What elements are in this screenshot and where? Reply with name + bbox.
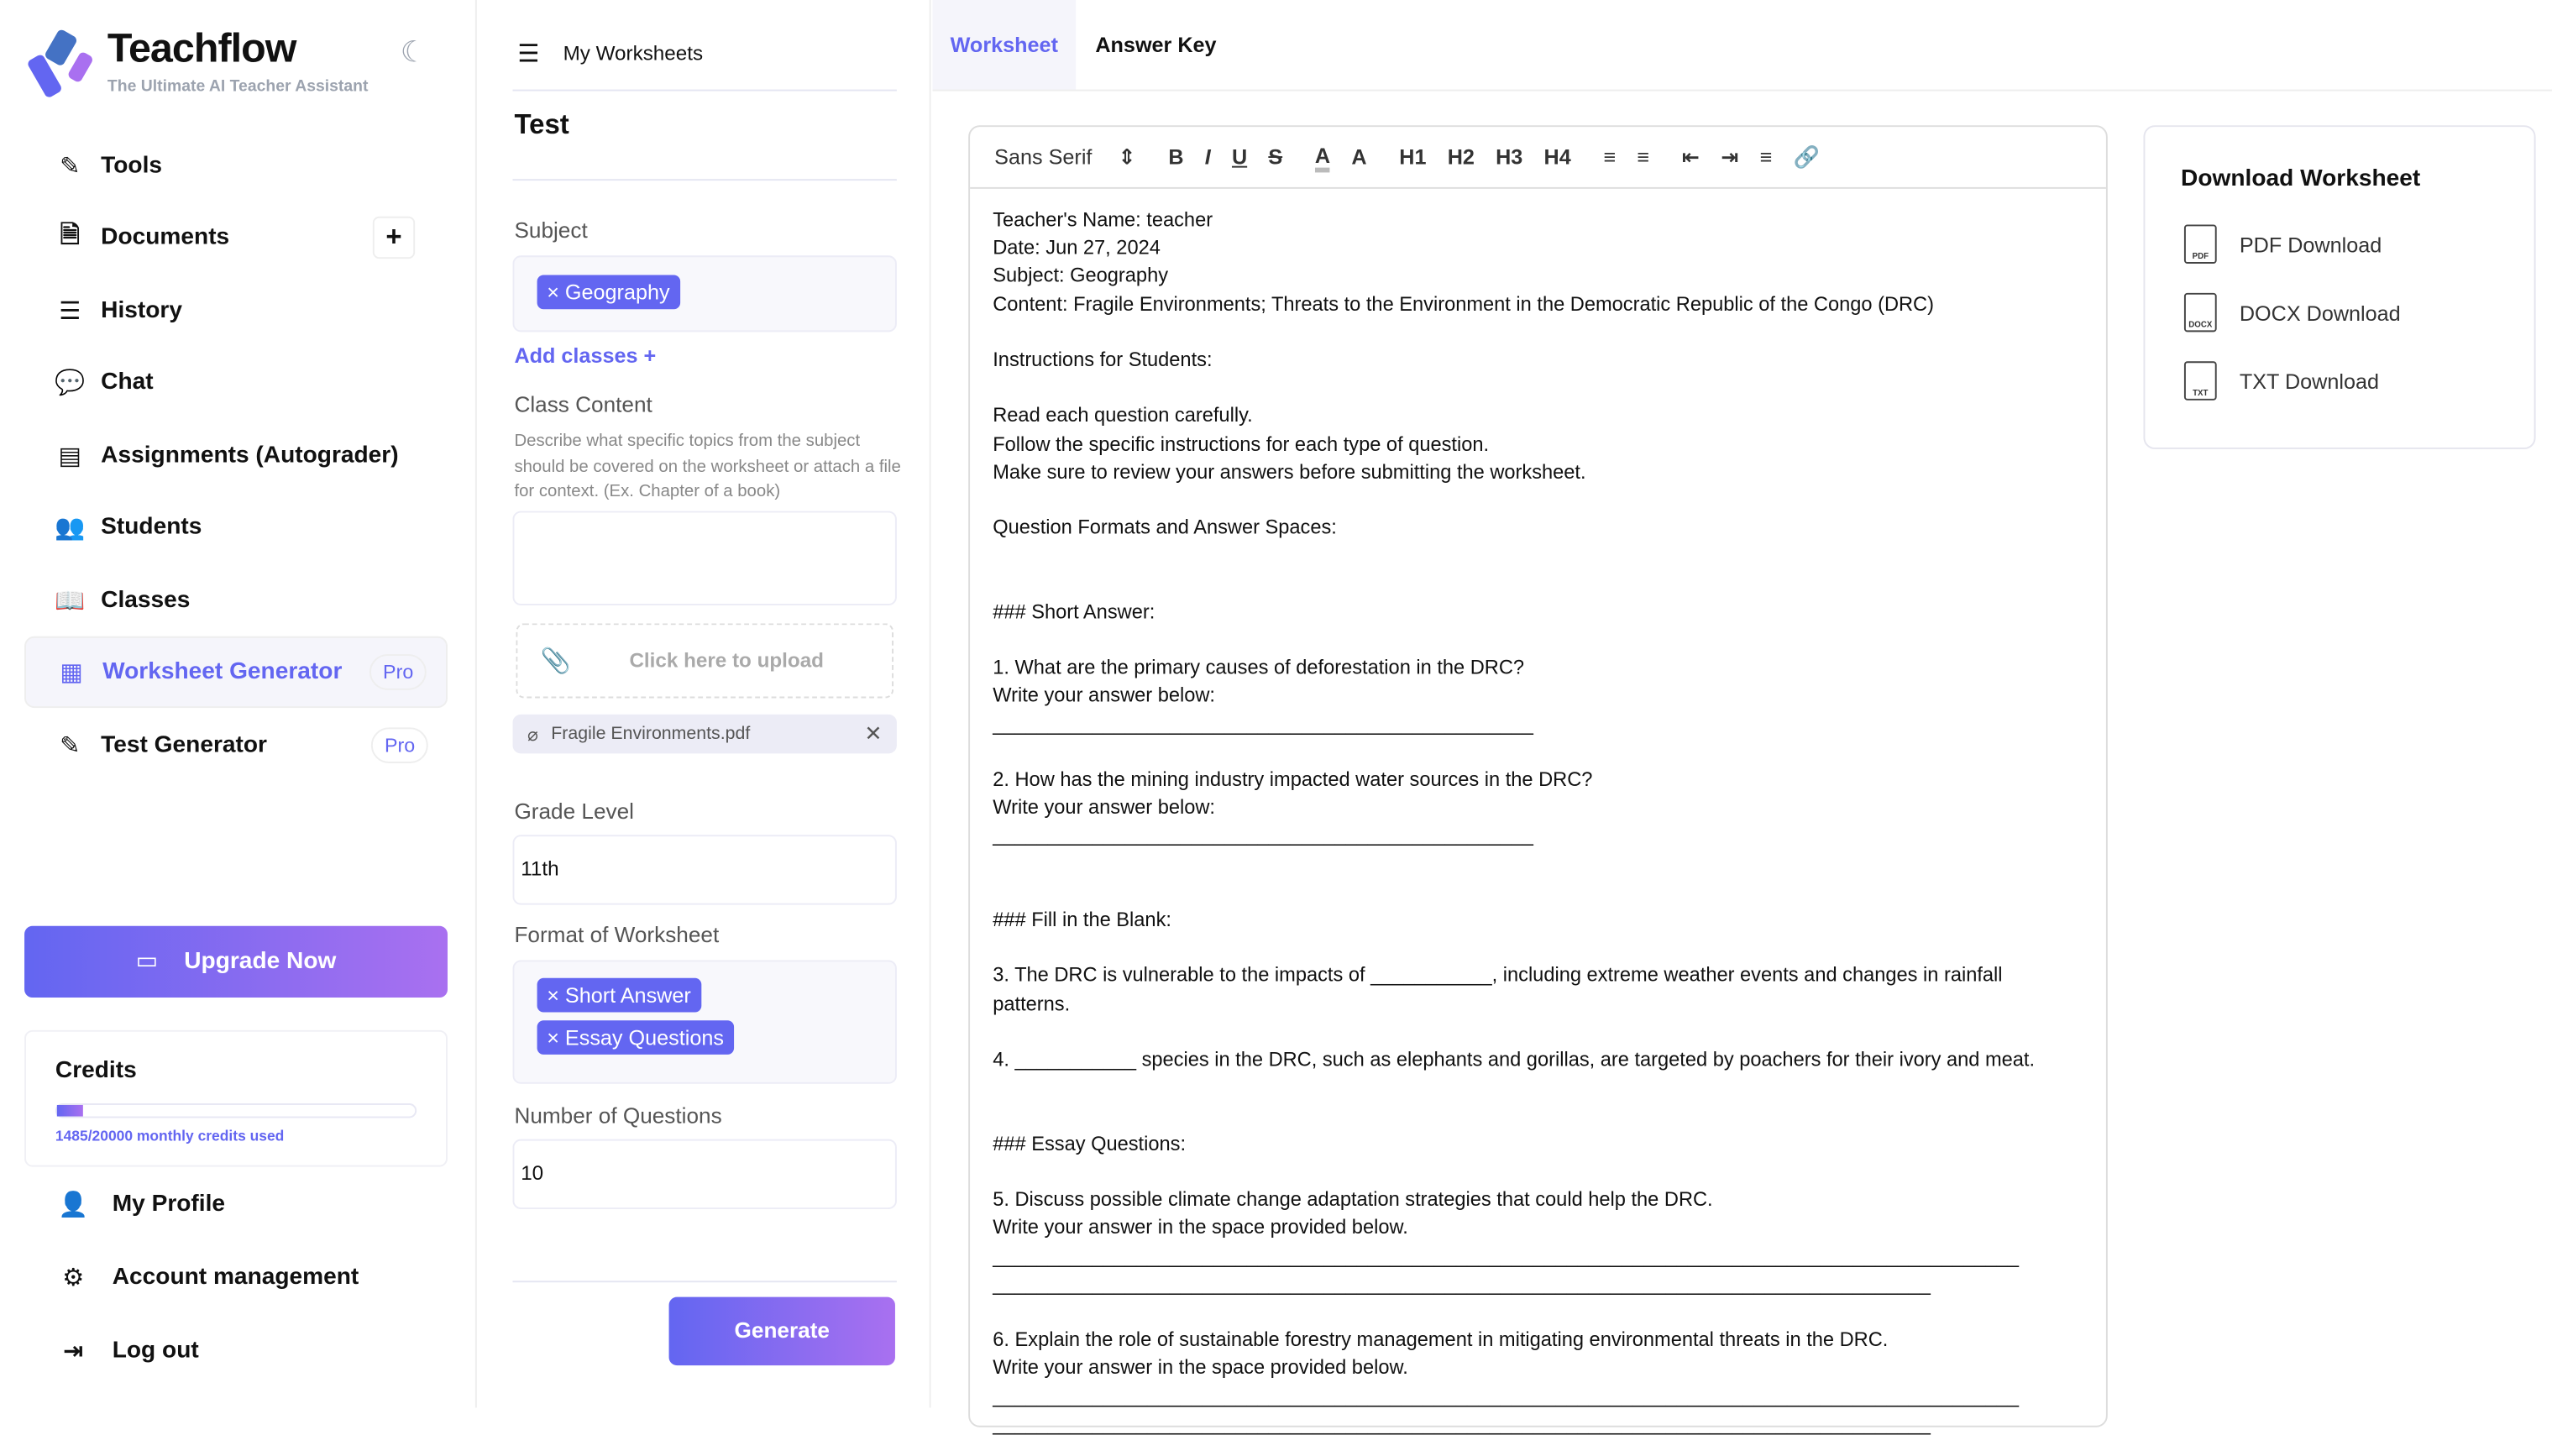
- download-panel: [2143, 125, 2535, 449]
- credits-progress-fill: [57, 1105, 84, 1117]
- sidebar-item-label: Documents: [101, 224, 230, 251]
- attached-file-name: Fragile Environments.pdf: [551, 724, 751, 744]
- chat-icon: 💬: [55, 369, 86, 397]
- sidebar-item-label: Assignments (Autograder): [101, 443, 399, 469]
- subject-select[interactable]: [513, 255, 897, 332]
- tab-worksheet[interactable]: Worksheet: [933, 0, 1077, 90]
- account-management-icon: ⚙: [62, 1264, 85, 1292]
- download-label: TXT Download: [2239, 368, 2380, 394]
- sidebar-item-label: History: [101, 297, 183, 324]
- sidebar-item-students[interactable]: [24, 491, 448, 563]
- menu-icon[interactable]: ☰: [517, 40, 540, 69]
- teachflow-logo-icon: [29, 29, 101, 97]
- download-label: DOCX Download: [2239, 300, 2401, 325]
- sidebar-item-history[interactable]: [24, 275, 448, 347]
- add-document-button[interactable]: +: [373, 217, 415, 259]
- credits-text: 1485/20000 monthly credits used: [55, 1128, 285, 1144]
- attached-file: [513, 715, 897, 754]
- upload-label: Click here to upload: [629, 649, 824, 673]
- number-of-questions-label: Number of Questions: [514, 1103, 722, 1129]
- subject-label: Subject: [514, 217, 588, 243]
- download-label: PDF Download: [2239, 232, 2382, 257]
- format-chip[interactable]: × Essay Questions: [537, 1020, 734, 1055]
- main-panel: [933, 0, 2552, 1435]
- paperclip-icon: 📎: [540, 647, 571, 676]
- generate-button[interactable]: Generate: [669, 1297, 895, 1365]
- indent-icon[interactable]: ⇥: [1721, 144, 1739, 169]
- font-select-chevron-icon[interactable]: ⇕: [1118, 144, 1136, 169]
- grade-level-input[interactable]: 11th: [513, 835, 897, 904]
- bullet-list-icon[interactable]: ≡: [1637, 144, 1650, 170]
- tools-icon: ✎: [60, 153, 81, 181]
- sidebar-item-tools[interactable]: [24, 130, 448, 202]
- txt-download-link[interactable]: [2184, 361, 2379, 401]
- sidebar-item-chat[interactable]: [24, 347, 448, 418]
- worksheet-editor[interactable]: [968, 125, 2108, 1435]
- underline-icon[interactable]: U: [1231, 144, 1248, 170]
- divider: [513, 90, 897, 92]
- my-profile-icon: 👤: [58, 1191, 89, 1219]
- classes-icon: 📖: [55, 587, 86, 615]
- link-icon[interactable]: 🔗: [1793, 144, 1820, 169]
- sidebar-item-test-generator[interactable]: [24, 710, 448, 781]
- grade-level-label: Grade Level: [514, 799, 634, 824]
- test-generator-icon: ✎: [60, 732, 81, 761]
- worksheet-title: Test: [514, 108, 569, 140]
- pro-badge: Pro: [370, 654, 427, 690]
- download-title: Download Worksheet: [2181, 165, 2421, 192]
- credit-card-icon: ▭: [135, 948, 159, 975]
- sidebar-item-label: Account management: [112, 1264, 359, 1291]
- sidebar-item-label: Students: [101, 514, 202, 541]
- highlight-icon[interactable]: A: [1351, 144, 1367, 170]
- dark-mode-moon-icon[interactable]: ☾: [400, 35, 427, 69]
- bold-icon[interactable]: B: [1168, 144, 1184, 170]
- sidebar-item-label: Worksheet Generator: [102, 658, 343, 685]
- assignments-autograder-icon: ▤: [58, 443, 82, 471]
- class-content-textarea[interactable]: [513, 511, 897, 605]
- worksheet-content[interactable]: Teacher's Name: teacher Date: Jun 27, 2024 Subject: Geography Content: Fragile Environments; Threats to the Environment in the Democratic Republic of the Congo (DRC) Instructions for Students: Read each question carefully. Follow the specific instructions for each type of question. Make sure to review your answers before submitting the worksheet. Question Formats and Answer Spaces: ### Short Answer: 1. What are the primary causes of deforestation in the DRC? Write your answer below: _________________________________________________ 2. How has the mining industry impacted water sources in the DRC? Write your answer below: _________________________________________________ ### Fill in the Blank: 3. The DRC is vulnerable to the impacts of ___________, including extreme weather events and changes in rainfall patterns. 4. ___________ species in the DRC, such as elephants and gorillas, are targeted by poachers for their ivory and meat. ### Essay Questions: 5. Discuss possible climate change adaptation strategies that could help the DRC. Write your answer in the space provided below. _____________________________________________________________________________________________ _____________________________________________________________________________________ 6. Explain the role of sustainable forestry management in mitigating environmental threats in the DRC. Write your answer in the space provided below. _____________________________________________________________________________________________ _____________________________________________________________________________________: [993, 208, 2036, 1435]
- documents-icon: 🗎: [60, 220, 81, 249]
- sidebar-item-label: Test Generator: [101, 732, 267, 759]
- worksheet-generator-icon: ▦: [60, 658, 84, 687]
- divider: [513, 1281, 897, 1282]
- divider: [933, 90, 2552, 92]
- h4-icon[interactable]: H4: [1543, 144, 1571, 170]
- italic-icon[interactable]: I: [1204, 144, 1211, 170]
- font-select[interactable]: Sans Serif: [994, 144, 1093, 170]
- brand-tagline: The Ultimate AI Teacher Assistant: [107, 78, 369, 97]
- sidebar-item-documents[interactable]: [24, 202, 448, 273]
- format-select[interactable]: [513, 960, 897, 1083]
- paperclip-icon: ⌀: [527, 725, 538, 745]
- class-content-label: Class Content: [514, 392, 652, 417]
- pdf-file-icon: PDF: [2184, 224, 2217, 264]
- number-of-questions-input[interactable]: 10: [513, 1139, 897, 1209]
- sidebar-item-label: Log out: [112, 1338, 199, 1364]
- divider: [513, 179, 897, 181]
- sidebar: [0, 0, 477, 1407]
- text-color-icon[interactable]: A: [1315, 143, 1330, 172]
- credits-progress-bar: [55, 1103, 417, 1118]
- ordered-list-icon[interactable]: ≡: [1603, 144, 1617, 170]
- txt-file-icon: TXT: [2184, 361, 2217, 401]
- credits-title: Credits: [55, 1057, 137, 1084]
- tab-answer-key[interactable]: Answer Key: [1095, 32, 1217, 57]
- my-worksheets-header[interactable]: My Worksheets: [563, 42, 704, 65]
- strikethrough-icon[interactable]: S: [1268, 144, 1283, 170]
- sidebar-item-label: My Profile: [112, 1191, 226, 1218]
- align-icon[interactable]: ≡: [1759, 144, 1773, 170]
- docx-download-link[interactable]: [2184, 293, 2401, 333]
- outdent-icon[interactable]: ⇤: [1681, 144, 1700, 169]
- sidebar-item-log-out[interactable]: [24, 1315, 448, 1386]
- h2-icon[interactable]: H2: [1447, 144, 1475, 170]
- sidebar-item-label: Classes: [101, 587, 191, 614]
- worksheet-form: [479, 0, 931, 1407]
- h1-icon[interactable]: H1: [1399, 144, 1427, 170]
- class-content-help: Describe what specific topics from the subject should be covered on the worksheet or attach a file for context. (Ex. Chapter of a book): [514, 430, 901, 505]
- docx-file-icon: DOCX: [2184, 293, 2217, 333]
- sidebar-item-label: Chat: [101, 369, 154, 395]
- upgrade-now-button[interactable]: [24, 926, 448, 998]
- add-classes-link[interactable]: Add classes +: [514, 343, 657, 369]
- log-out-icon: ⇥: [63, 1338, 84, 1366]
- sidebar-item-assignments-autograder[interactable]: [24, 420, 448, 491]
- upgrade-label: Upgrade Now: [184, 948, 337, 975]
- students-icon: 👥: [55, 514, 86, 542]
- sidebar-item-worksheet-generator[interactable]: [24, 636, 448, 708]
- sidebar-item-my-profile[interactable]: [24, 1169, 448, 1240]
- credits-card: [24, 1030, 448, 1167]
- history-icon: ☰: [59, 297, 81, 326]
- sidebar-item-classes[interactable]: [24, 565, 448, 636]
- remove-file-icon[interactable]: ✕: [864, 720, 883, 746]
- pdf-download-link[interactable]: [2184, 224, 2382, 264]
- editor-toolbar: [970, 127, 2106, 189]
- brand-name: Teachflow: [107, 26, 296, 72]
- sidebar-item-account-management[interactable]: [24, 1242, 448, 1313]
- h3-icon[interactable]: H3: [1496, 144, 1523, 170]
- pro-badge: Pro: [371, 727, 427, 763]
- sidebar-item-label: Tools: [101, 153, 163, 180]
- upload-area[interactable]: [516, 623, 893, 698]
- format-label: Format of Worksheet: [514, 922, 720, 947]
- format-chip[interactable]: × Short Answer: [537, 978, 701, 1013]
- subject-chip[interactable]: × Geography: [537, 275, 680, 310]
